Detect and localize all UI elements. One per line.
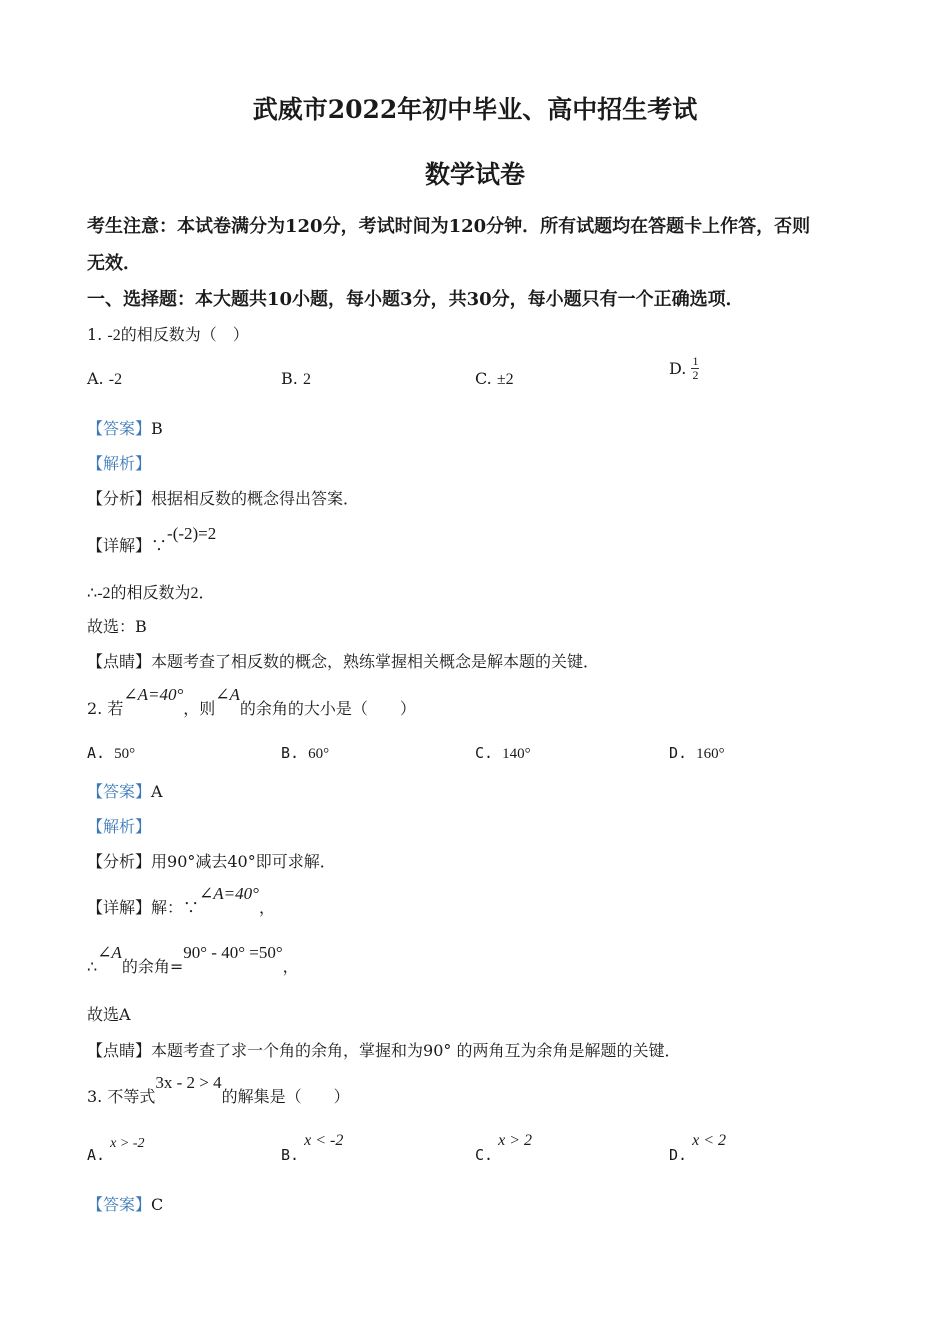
q2-option-d-value: 160°: [696, 746, 725, 762]
q1-dianjing-tag: 【点睛】: [87, 652, 152, 671]
q2-therefore: ∴: [87, 957, 98, 976]
notice-line-2: 无效．: [87, 253, 141, 274]
q2-option-d-label: D.: [669, 744, 688, 762]
question-3-math: 3x - 2 > 4: [155, 1073, 222, 1092]
question-2-number: 2. 若: [87, 699, 124, 718]
q2-conclusion-text: 的余角=: [121, 957, 184, 976]
q1-option-d-fraction: [691, 355, 699, 382]
q2-xiangjie: [87, 881, 275, 917]
q2-option-a-value: 50°: [114, 746, 136, 762]
q2-xiangjie-end: ，: [258, 898, 275, 917]
q1-fenxi: [87, 486, 359, 509]
question-2-math: ∠A=40°: [123, 685, 184, 704]
question-2-text: 的余角的大小是（ ）: [239, 699, 416, 718]
q2-xiangjie-prefix: 解：∵: [151, 898, 200, 917]
q3-option-a-label: A.: [87, 1146, 106, 1164]
notice-line-1: 考生注意：本试卷满分为120分，考试时间为120分钟．所有试题均在答题卡上作答，否则: [87, 216, 811, 237]
q1-option-c-label: C.: [475, 369, 497, 388]
q1-dianjing-text: 本题考查了相反数的概念，熟练掌握相关概念是解本题的关键．: [151, 652, 600, 671]
q2-xiangjie-tag: 【详解】: [87, 898, 152, 917]
q3-option-a-value: x > -2: [110, 1136, 145, 1151]
q1-answer-tag: 【答案】: [87, 419, 152, 438]
q1-conclusion: [87, 580, 215, 603]
q1-option-c: [475, 369, 514, 389]
q1-option-a: [87, 369, 122, 389]
question-2-mid: ，则: [183, 699, 216, 718]
q3-answer-tag: 【答案】: [87, 1195, 152, 1214]
q1-option-d: [669, 355, 699, 382]
q1-option-b-value: 2: [302, 371, 311, 388]
q1-option-d-numerator: 1: [692, 354, 699, 368]
q3-option-c: [475, 1130, 533, 1164]
q2-option-b-value: 60°: [308, 746, 330, 762]
q2-option-c-value: 140°: [502, 746, 531, 762]
q3-option-b-label: B.: [281, 1146, 300, 1164]
q1-option-a-value: -2: [108, 371, 123, 388]
q1-conclusion-end: ．: [198, 583, 215, 602]
question-2-math-2: ∠A: [215, 685, 240, 704]
q1-option-b: [281, 369, 311, 389]
exam-title: 武威市2022年初中毕业、高中招生考试: [252, 95, 698, 124]
question-1-text: 的相反数为（ ）: [120, 325, 249, 344]
exam-subtitle: 数学试卷: [424, 160, 525, 189]
question-3-text: 的解集是（ ）: [221, 1087, 350, 1106]
q3-option-d-label: D.: [669, 1146, 688, 1164]
q3-answer: [87, 1192, 163, 1215]
q1-analysis-tag: 【解析】: [87, 454, 152, 473]
q2-dianjing-tag: 【点睛】: [87, 1041, 152, 1060]
q1-xiangjie-tag: 【详解】: [87, 536, 152, 555]
q3-option-b: [281, 1130, 344, 1164]
q1-conclusion-text: 的相反数为: [110, 583, 191, 602]
q2-fenxi-tag: 【分析】: [87, 852, 152, 871]
q3-option-d: [669, 1130, 727, 1164]
q2-option-b: [281, 744, 329, 763]
q1-xiangjie-math: -(-2)=2: [167, 524, 217, 543]
q2-conclusion: [87, 940, 299, 976]
q1-option-b-label: B.: [281, 369, 303, 388]
q3-option-d-value: x < 2: [692, 1132, 727, 1149]
q2-analysis-tag: 【解析】: [87, 817, 152, 836]
q1-choice: 故选：B: [87, 617, 147, 636]
q1-answer: [87, 416, 163, 439]
q2-option-a-label: A.: [87, 744, 106, 762]
therefore-symbol: ∴: [87, 583, 98, 602]
q2-option-c-label: C.: [475, 744, 494, 762]
question-3-number: 3. 不等式: [87, 1087, 156, 1106]
q3-option-c-label: C.: [475, 1146, 494, 1164]
q3-option-b-value: x < -2: [304, 1132, 344, 1149]
q2-conclusion-math-2: 90° - 40° =50°: [183, 943, 283, 962]
q1-fenxi-tag: 【分析】: [87, 489, 152, 508]
question-1-stem: [87, 322, 249, 345]
q1-option-d-label: D.: [669, 359, 692, 378]
q1-answer-value: B: [151, 419, 163, 438]
q1-xiangjie: [87, 521, 217, 555]
question-1-math: -2: [107, 327, 121, 344]
question-1-number: 1.: [87, 325, 108, 344]
q2-xiangjie-math: ∠A=40°: [199, 884, 259, 903]
q1-fenxi-text: 根据相反数的概念得出答案．: [151, 489, 360, 508]
q2-option-c: [475, 744, 531, 763]
q1-conclusion-value: 2: [190, 585, 199, 602]
q2-choice: 故选A: [87, 1005, 131, 1024]
question-3-stem: [87, 1070, 350, 1106]
q2-option-d: [669, 744, 725, 763]
q2-conclusion-end: ，: [282, 957, 299, 976]
q1-option-c-value: ±2: [496, 371, 514, 388]
q2-option-a: [87, 744, 135, 763]
question-2-stem: [87, 682, 416, 718]
q1-conclusion-math: -2: [97, 585, 111, 602]
q2-option-b-label: B.: [281, 744, 300, 762]
section-heading: 一、选择题：本大题共10小题，每小题3分，共30分，每小题只有一个正确选项．: [87, 289, 744, 310]
q3-option-c-value: x > 2: [498, 1132, 533, 1149]
q2-fenxi: [87, 849, 336, 872]
q2-answer-value: A: [151, 782, 163, 801]
because-symbol: ∵: [151, 536, 168, 555]
q1-dianjing: [87, 649, 599, 672]
q3-option-a: [87, 1132, 145, 1164]
q1-option-a-label: A.: [87, 369, 109, 388]
q2-dianjing: [87, 1038, 680, 1061]
q3-answer-value: C: [151, 1195, 164, 1214]
q2-fenxi-text: 用90°减去40°即可求解．: [151, 852, 336, 871]
q2-conclusion-math: ∠A: [97, 943, 122, 962]
q2-answer: [87, 779, 163, 802]
q2-answer-tag: 【答案】: [87, 782, 152, 801]
q2-dianjing-text: 本题考查了求一个角的余角，掌握和为90° 的两角互为余角是解题的关键．: [151, 1041, 681, 1060]
q1-option-d-denominator: 2: [692, 368, 699, 382]
